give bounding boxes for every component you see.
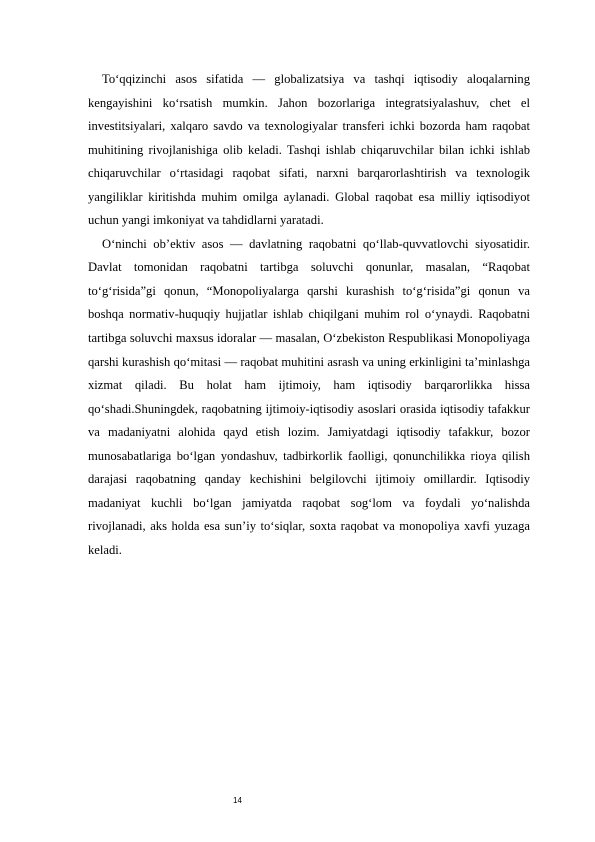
paragraph-globalization: To‘qqizinchi asos sifatida — globalizatsiya va tashqi iqtisodiy aloqalarning kengayishini ko‘rsatish mumkin. Jahon bozorlariga integratsiyalashuv, chet el investitsiyalari, xalqaro savdo va texnologiyalar transferi ichki bozorda ham raqobat muhitining rivojlanishiga olib keladi. Tashqi ishlab chiqaruvchilar bilan ichki ishlab chiqaruvchilar o‘rtasidagi raqobat sifati, narxni barqarorlashtirish va texnologik yangiliklar kiritishda muhim omilga aylanadi. Global raqobat esa milliy iqtisodiyot uchun yangi imkoniyat va tahdidlarni yaratadi. <box>88 72 530 228</box>
body-text <box>88 68 530 562</box>
paragraph-state-policy: O‘ninchi ob’ektiv asos — davlatning raqobatni qo‘llab-quvvatlovchi siyosatidir. Davlat tomonidan raqobatni tartibga soluvchi qonunlar, masalan, “Raqobat to‘g‘risida”gi qonun, “Monopoliyalarga qarshi kurashish to‘g‘risida”gi qonun va boshqa normativ-huquqiy hujjatlar ishlab chiqilgani muhim rol o‘ynaydi. Raqobatni tartibga soluvchi maxsus idoralar — masalan, O‘zbekiston Respublikasi Monopoliyaga qarshi kurashish qo‘mitasi — raqobat muhitini asrash va uning erkinligini ta’minlashga xizmat qiladi. Bu holat ham ijtimoiy, ham iqtisodiy barqarorlikka hissa qo‘shadi.Shuningdek, raqobatning ijtimoiy-iqtisodiy asoslari orasida iqtisodiy tafakkur va madaniyatni alohida qayd etish lozim. Jamiyatdagi iqtisodiy tafakkur, bozor munosabatlariga bo‘lgan yondashuv, tadbirkorlik faolligi, qonunchilikka rioya qilish darajasi raqobatning qanday kechishini belgilovchi ijtimoiy omillardir. Iqtisodiy madaniyat kuchli bo‘lgan jamiyatda raqobat sog‘lom va foydali yo‘nalishda rivojlanadi, aks holda esa sun’iy to‘siqlar, soxta raqobat va monopoliya xavfi yuzaga keladi. <box>88 236 530 557</box>
page-number: 14 <box>233 796 242 805</box>
